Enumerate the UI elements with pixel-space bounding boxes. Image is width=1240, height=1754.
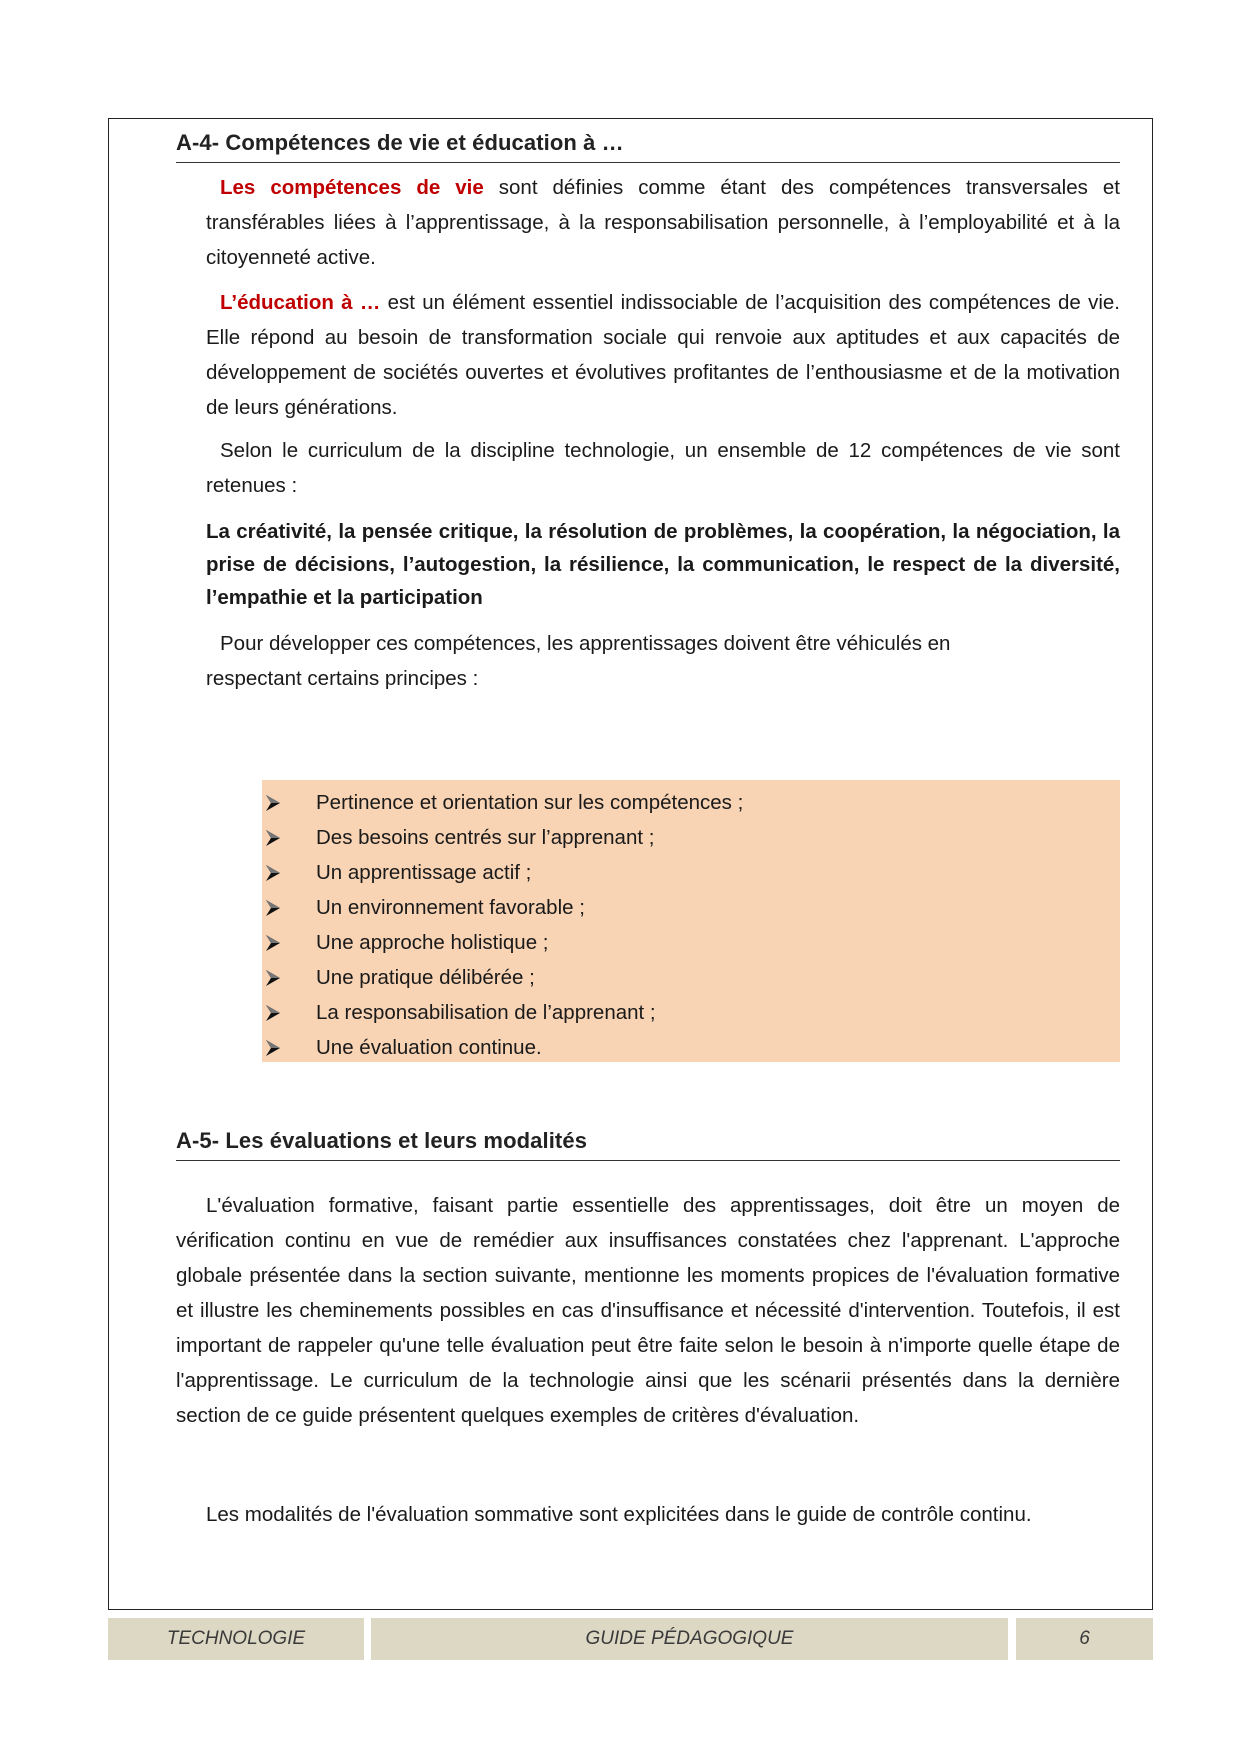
footer-document-title: GUIDE PÉDAGOGIQUE — [371, 1618, 1008, 1660]
list-item: Un environnement favorable ; — [262, 890, 1120, 925]
arrow-bullet-icon — [262, 900, 316, 916]
principles-list — [262, 780, 1120, 1062]
section-heading-a5: A-5- Les évaluations et leurs modalités — [176, 1128, 1120, 1161]
paragraph-line: Pour développer ces compétences, les apprentissages doivent être véhiculés en — [220, 632, 951, 655]
arrow-bullet-icon — [262, 970, 316, 986]
footer-page-number: 6 — [1016, 1618, 1153, 1660]
competences-list: La créativité, la pensée critique, la résolution de problèmes, la coopération, la négociation, la prise de décisions, l’autogestion, la résilience, la communication, le respect de la diversité, l’empathie et la participation — [206, 520, 1120, 609]
list-item: Une pratique délibérée ; — [262, 960, 1120, 995]
list-item: Une évaluation continue. — [262, 1030, 1120, 1065]
arrow-bullet-icon — [262, 865, 316, 881]
term-competences-de-vie: Les compétences de vie — [220, 176, 484, 199]
list-item: Une approche holistique ; — [262, 925, 1120, 960]
arrow-bullet-icon — [262, 1040, 316, 1056]
paragraph-curriculum: Selon le curriculum de la discipline technologie, un ensemble de 12 compétences de vie sont retenues : — [206, 439, 1120, 497]
list-item: Des besoins centrés sur l’apprenant ; — [262, 820, 1120, 855]
paragraph-evaluation-formative: L'évaluation formative, faisant partie essentielle des apprentissages, doit être un moyen de vérification continu en vue de remédier aux insuffisances constatées chez l'apprenant. L'approche globale présentée dans la section suivante, mentionne les moments propices de l'évaluation formative et illustre les cheminements possibles en cas d'insuffisance et nécessité d'intervention. Toutefois, il est important de rappeler qu'une telle évaluation peut être faite selon le besoin à n'importe quelle étape de l'apprentissage. Le curriculum de la technologie ainsi que les scénarii présentés dans la dernière section de ce guide présentent quelques exemples de critères d'évaluation. — [176, 1194, 1120, 1427]
term-education-a: L’éducation à … — [220, 291, 381, 314]
paragraph-evaluation-sommative: Les modalités de l'évaluation sommative sont explicitées dans le guide de contrôle continu. — [206, 1503, 1032, 1526]
section-heading-a4: A-4- Compétences de vie et éducation à … — [176, 130, 1120, 163]
list-item: Pertinence et orientation sur les compétences ; — [262, 785, 1120, 820]
paragraph-text: est un élément essentiel indissociable de l’acquisition des compétences de vie. Elle répond au besoin de transformation sociale qui renvoie aux aptitudes et aux capacités de développement de sociétés ouvertes et évolutives profitantes de l’enthousiasme et de la motivation de leurs générations. — [206, 291, 1120, 419]
arrow-bullet-icon — [262, 830, 316, 846]
paragraph-principes — [206, 626, 1120, 696]
arrow-bullet-icon — [262, 795, 316, 811]
paragraph-text: sont définies comme étant des compétences transversales et transférables liées à l’apprentissage, à la responsabilisation personnelle, à l’employabilité et à la citoyenneté active. — [206, 176, 1120, 269]
footer-subject: TECHNOLOGIE — [108, 1618, 364, 1660]
arrow-bullet-icon — [262, 935, 316, 951]
list-item: La responsabilisation de l’apprenant ; — [262, 995, 1120, 1030]
paragraph-education-a — [206, 285, 1120, 425]
paragraph-competences-de-vie — [206, 170, 1120, 275]
list-item: Un apprentissage actif ; — [262, 855, 1120, 890]
paragraph-line: respectant certains principes : — [206, 667, 479, 690]
arrow-bullet-icon — [262, 1005, 316, 1021]
